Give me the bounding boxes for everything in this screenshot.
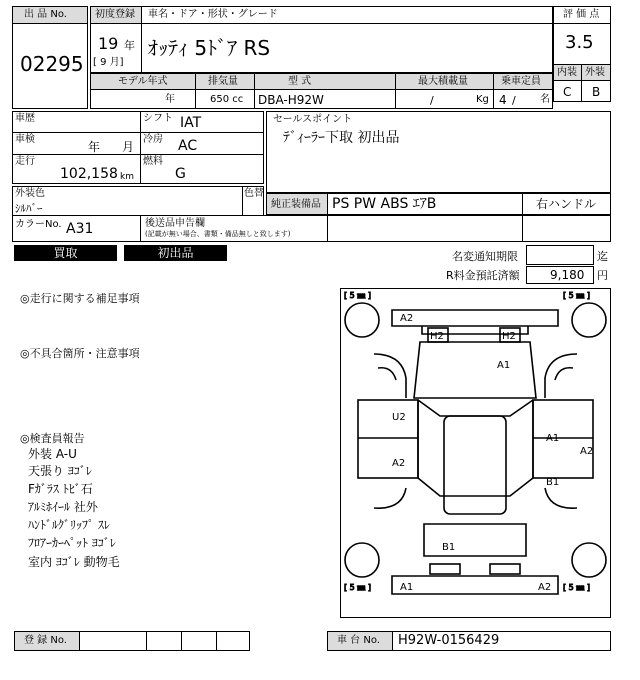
color-change-label: 色替 (244, 188, 264, 199)
capacity-label: 乗車定員 (501, 76, 541, 87)
exterior-grade: B (592, 85, 601, 99)
model-year-unit: 年 (165, 94, 175, 105)
first-reg-year: 19 (98, 34, 119, 53)
capacity-value: 4 (499, 93, 507, 107)
damage-mark: A2 (538, 582, 552, 593)
score-value: 3.5 (565, 32, 594, 53)
color-no-label: カラーNo. (15, 219, 62, 230)
damage-mark: A2 (580, 446, 594, 457)
fender-left (374, 354, 406, 398)
tire-label-rear-left: [ 5 ㎜ ] (344, 583, 371, 592)
name-change-label: 名変通知期限 (452, 250, 518, 263)
sales-extra-cell (327, 215, 611, 242)
reg-no-divider (146, 631, 147, 651)
first-listing-badge: 初出品 (124, 245, 227, 261)
inspector-line: ﾌﾛｱｰｶｰﾍﾟｯﾄ ﾖｺﾞﾚ (28, 536, 116, 550)
name-change-cell (526, 245, 594, 265)
equipment-label: 純正装備品 (271, 199, 321, 210)
car-diagram (340, 288, 611, 618)
damage-mark: B1 (546, 477, 560, 488)
ac-label: 冷房 (143, 134, 163, 145)
name-change-unit: 迄 (597, 250, 608, 263)
purchase-badge: 買取 (14, 245, 117, 261)
inspector-line: Fｶﾞﾗｽ ﾄﾋﾞ石 (28, 482, 93, 496)
driving-remarks-title: ◎走行に関する補足事項 (20, 292, 140, 305)
damage-mark: A1 (400, 582, 414, 593)
inspector-line: ｱﾙﾐﾎｲｰﾙ 社外 (28, 500, 98, 514)
first-reg-month: [ 9 月] (93, 57, 124, 68)
ext-color-label: 外装色 (15, 188, 45, 199)
damage-mark: A1 (546, 433, 560, 444)
reg-no-divider (216, 631, 217, 651)
spec-divider (493, 73, 494, 109)
fender-right (545, 354, 577, 398)
damage-mark: A2 (392, 458, 406, 469)
displacement-value: 650 cc (210, 94, 244, 105)
reg-no-divider (181, 631, 182, 651)
color-no-value: A31 (66, 221, 94, 237)
damage-mark: B1 (442, 542, 456, 553)
damage-mark: A1 (497, 360, 511, 371)
rear-bumper (392, 576, 558, 594)
mileage-unit: km (120, 172, 134, 182)
tire-label-rear-right: [ 5 ㎜ ] (563, 583, 590, 592)
sales-text: ﾃﾞｨｰﾗｰ下取 初出品 (283, 130, 400, 146)
inspection-label: 車検 (15, 134, 35, 145)
defects-title: ◎不具合箇所・注意事項 (20, 347, 140, 360)
model-value: DBA-H92W (258, 93, 324, 107)
recycle-label: R料金預託済額 (446, 269, 520, 282)
tire-rear-right (572, 543, 606, 577)
aftermarket-note: (記載が無い場合、書類・備品無しと致します) (145, 230, 291, 238)
inspector-title: ◎検査員報告 (20, 432, 85, 445)
tire-label-front-left: [ 5 ㎜ ] (344, 291, 371, 300)
name-label: 車名・ドア・形状・グレード (148, 9, 278, 20)
lot-number: 02295 (20, 52, 84, 76)
load-unit: Kg (476, 94, 489, 105)
inspector-line: ﾊﾝﾄﾞﾙｸﾞﾘｯﾌﾟ ｽﾚ (28, 518, 110, 532)
exterior-label: 外装 (585, 67, 605, 78)
sales-label: セールスポイント (273, 114, 353, 125)
damage-mark: U2 (392, 412, 406, 423)
equipment-value: PS PW ABS ｴｱB (332, 196, 437, 212)
tire-front-right (572, 303, 606, 337)
damage-mark: H2 (430, 331, 444, 342)
ext-color-value: ｼﾙﾊﾞｰ (15, 202, 43, 215)
front-bumper (392, 310, 558, 326)
tire-rear-left (345, 543, 379, 577)
model-label: 型 式 (288, 76, 312, 87)
interior-grade: C (563, 85, 572, 99)
recycle-unit: 円 (597, 269, 608, 282)
history-label: 車歴 (15, 113, 35, 124)
inspector-line: 外装 A-U (28, 447, 77, 461)
displacement-label: 排気量 (208, 76, 238, 87)
load-slash: / (430, 94, 434, 107)
chassis-label: 車 台 No. (337, 635, 380, 646)
aftermarket-label: 後送品申告欄 (145, 218, 205, 229)
quarter-right (545, 488, 577, 508)
shift-label: シフト (143, 113, 173, 124)
mirror-right (555, 368, 573, 380)
max-load-label: 最大積載量 (418, 76, 468, 87)
tailgate (424, 524, 526, 556)
tire-label-front-right: [ 5 ㎜ ] (563, 291, 590, 300)
right-doors (533, 400, 593, 478)
chassis-number: H92W-0156429 (398, 633, 500, 648)
roof (444, 416, 506, 514)
first-reg-label: 初度登録 (95, 9, 135, 20)
tire-front-left (345, 303, 379, 337)
ext-color-cell (12, 186, 264, 216)
tail-lamp-right (490, 564, 520, 574)
spec-divider (195, 73, 196, 109)
recycle-amount: 9,180 (550, 268, 585, 282)
shift-value: IAT (180, 115, 202, 131)
quarter-left (374, 488, 406, 508)
reg-no-label: 登 録 No. (24, 635, 67, 646)
mileage-label: 走行 (15, 156, 35, 167)
hood (414, 342, 536, 398)
handle-value: 右ハンドル (536, 197, 597, 211)
inspection-year-unit: 年 (88, 140, 101, 154)
inspector-line: 天張り ﾖｺﾞﾚ (28, 464, 92, 478)
damage-mark: A2 (400, 313, 414, 324)
fuel-value: G (175, 166, 186, 182)
inspector-line: 室内 ﾖｺﾞﾚ 動物毛 (28, 555, 120, 569)
car-name: ｵｯﾃｨ 5ﾄﾞｱ RS (148, 36, 271, 60)
damage-mark: H2 (502, 331, 516, 342)
model-year-label: モデル年式 (118, 76, 168, 87)
inspection-month-unit: 月 (122, 140, 135, 154)
tail-lamp-left (430, 564, 460, 574)
spec-divider (395, 73, 396, 109)
ac-value: AC (178, 138, 198, 154)
sales-extra-divider (522, 215, 523, 242)
capacity-unit: 名 (540, 94, 550, 105)
left-doors (358, 400, 418, 478)
first-reg-year-unit: 年 (124, 39, 135, 52)
mileage-value: 102,158 (60, 166, 118, 182)
fuel-label: 燃料 (143, 156, 163, 167)
lot-label: 出 品 No. (24, 9, 67, 20)
interior-label: 内装 (557, 67, 577, 78)
capacity-slash: / (512, 94, 516, 107)
spec-divider (254, 73, 255, 109)
damage-marks (392, 313, 593, 593)
score-label: 評 価 点 (563, 9, 600, 20)
windshield (418, 400, 533, 416)
mirror-left (378, 368, 396, 380)
